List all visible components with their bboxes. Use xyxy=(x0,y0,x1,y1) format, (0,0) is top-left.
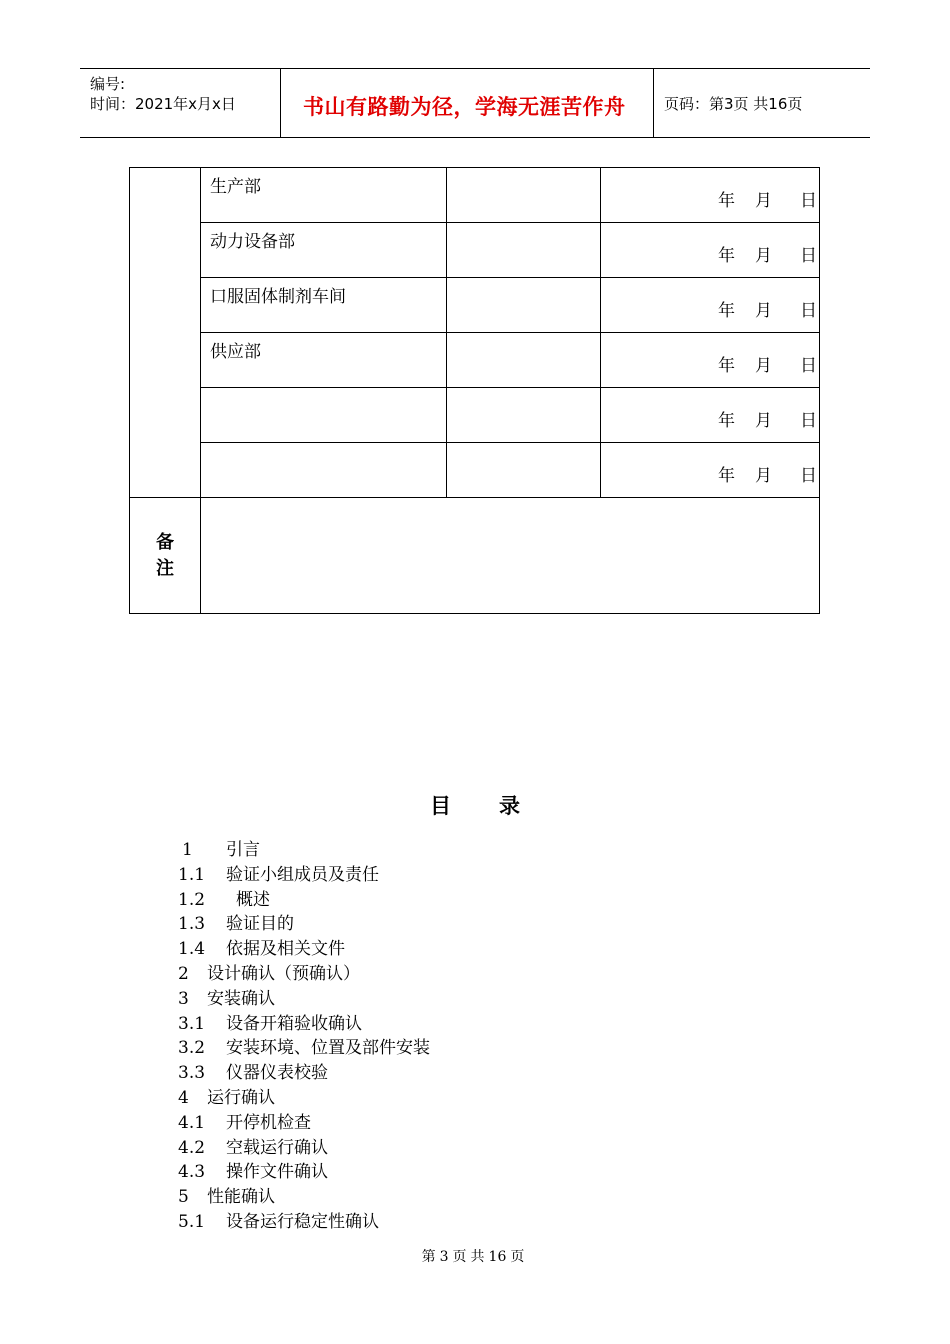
signature-cell xyxy=(447,168,601,223)
toc-item[interactable] xyxy=(178,962,430,987)
date-year: 年 xyxy=(718,191,735,211)
header-info-cell xyxy=(80,69,281,137)
remark-label-char: 注 xyxy=(156,557,174,579)
toc-item-number: 3.2 xyxy=(178,1038,206,1059)
toc-item[interactable] xyxy=(178,1111,430,1136)
toc-item-text: 安装环境、位置及部件安装 xyxy=(226,1038,430,1059)
toc-item-number: 5 xyxy=(178,1187,189,1208)
header-page-cell xyxy=(654,69,870,137)
department-cell xyxy=(201,443,447,498)
toc-item-number: 4.1 xyxy=(178,1112,206,1133)
toc-item-text: 运行确认 xyxy=(207,1087,275,1108)
footer-text: 第 xyxy=(421,1249,436,1265)
toc-item[interactable] xyxy=(178,1061,430,1086)
date-cell xyxy=(601,278,820,333)
toc-item-text: 引言 xyxy=(226,840,260,860)
toc-title xyxy=(0,790,950,820)
toc-item-text: 设计确认（预确认） xyxy=(207,963,360,984)
toc-item-text: 开停机检查 xyxy=(226,1112,311,1133)
date-cell xyxy=(601,388,820,443)
toc-item-text: 设备开箱验收确认 xyxy=(226,1013,362,1034)
date-year: 年 xyxy=(718,301,735,321)
toc-item-number: 3 xyxy=(178,988,189,1009)
toc-item-text: 仪器仪表校验 xyxy=(226,1063,328,1084)
department-cell xyxy=(201,278,447,333)
toc-item-number: 1.2 xyxy=(178,889,206,910)
date-year: 年 xyxy=(718,411,735,431)
date-day: 日 xyxy=(800,466,817,486)
table-left-blank-cell xyxy=(130,168,201,498)
toc-item[interactable] xyxy=(178,838,430,863)
header-page-label: 页码：第3页 共16页 xyxy=(664,95,803,113)
toc-item-text: 依据及相关文件 xyxy=(226,939,345,960)
toc-item[interactable] xyxy=(178,937,430,962)
toc-item[interactable] xyxy=(178,912,430,937)
remark-label-char: 备 xyxy=(156,531,174,553)
department-cell xyxy=(201,388,447,443)
date-year: 年 xyxy=(718,356,735,376)
footer-text: 页 xyxy=(510,1249,525,1265)
signature-cell xyxy=(447,223,601,278)
toc-item-text: 概述 xyxy=(236,889,270,910)
signature-cell xyxy=(447,443,601,498)
footer-text: 页 xyxy=(452,1249,467,1265)
department-name: 口服固体制剂车间 xyxy=(210,287,346,307)
document-number-label: 编号: xyxy=(90,75,126,93)
footer-text: 共 xyxy=(470,1249,485,1265)
date-cell xyxy=(601,168,820,223)
toc-item-number: 4 xyxy=(178,1087,189,1108)
toc-item[interactable] xyxy=(178,1036,430,1061)
toc-item-text: 性能确认 xyxy=(207,1187,275,1208)
toc-item[interactable] xyxy=(178,987,430,1012)
date-month: 月 xyxy=(755,411,772,431)
header-motto: 书山有路勤为径，学海无涯苦作舟 xyxy=(303,95,626,119)
toc-item[interactable] xyxy=(178,863,430,888)
date-year: 年 xyxy=(718,246,735,266)
toc-item-number: 1 xyxy=(182,840,193,860)
toc-item[interactable] xyxy=(178,1210,430,1235)
toc-item-number: 5.1 xyxy=(178,1211,206,1232)
toc-item-number: 1.1 xyxy=(178,864,206,885)
signature-cell xyxy=(447,278,601,333)
toc-item-number: 1.4 xyxy=(178,939,206,960)
date-day: 日 xyxy=(800,411,817,431)
toc-item-text: 设备运行稳定性确认 xyxy=(226,1211,379,1232)
department-cell xyxy=(201,333,447,388)
toc-item[interactable] xyxy=(178,1160,430,1185)
toc-item-number: 2 xyxy=(178,963,189,984)
date-day: 日 xyxy=(800,191,817,211)
toc-item[interactable] xyxy=(178,1012,430,1037)
date-month: 月 xyxy=(755,356,772,376)
toc-item-text: 安装确认 xyxy=(207,988,275,1009)
date-day: 日 xyxy=(800,246,817,266)
signature-cell xyxy=(447,388,601,443)
toc-item[interactable] xyxy=(178,1136,430,1161)
date-month: 月 xyxy=(755,301,772,321)
signature-table xyxy=(129,167,820,614)
date-month: 月 xyxy=(755,246,772,266)
toc-item-number: 3.3 xyxy=(178,1063,206,1084)
toc-item-number: 3.1 xyxy=(178,1013,206,1034)
toc-item[interactable] xyxy=(178,1185,430,1210)
date-year: 年 xyxy=(718,466,735,486)
toc-title-char: 录 xyxy=(499,794,520,818)
remark-label-cell xyxy=(130,498,201,614)
toc-item-number: 4.2 xyxy=(178,1137,206,1158)
department-name: 动力设备部 xyxy=(210,232,295,252)
date-month: 月 xyxy=(755,191,772,211)
date-cell xyxy=(601,223,820,278)
department-cell xyxy=(201,168,447,223)
toc-item-text: 空载运行确认 xyxy=(226,1137,328,1158)
date-day: 日 xyxy=(800,356,817,376)
toc-item-number: 1.3 xyxy=(178,914,206,935)
remark-content-cell xyxy=(201,498,820,614)
document-time-label: 时间：2021年x月x日 xyxy=(90,95,236,113)
department-name: 供应部 xyxy=(210,342,261,362)
toc-item[interactable] xyxy=(178,888,430,913)
signature-cell xyxy=(447,333,601,388)
date-day: 日 xyxy=(800,301,817,321)
page-footer xyxy=(0,1246,950,1266)
department-name: 生产部 xyxy=(210,177,261,197)
toc-item-text: 验证目的 xyxy=(226,914,294,935)
document-header xyxy=(80,68,870,138)
date-cell xyxy=(601,333,820,388)
department-cell xyxy=(201,223,447,278)
toc-item[interactable] xyxy=(178,1086,430,1111)
footer-total-pages: 16 xyxy=(488,1249,507,1265)
toc-item-text: 操作文件确认 xyxy=(226,1162,328,1183)
toc-item-number: 4.3 xyxy=(178,1162,206,1183)
toc-title-char: 目 xyxy=(430,794,451,818)
header-motto-cell xyxy=(281,69,654,137)
date-cell xyxy=(601,443,820,498)
toc-item-text: 验证小组成员及责任 xyxy=(226,864,379,885)
footer-page-number: 3 xyxy=(439,1249,449,1265)
date-month: 月 xyxy=(755,466,772,486)
toc-list xyxy=(178,838,430,1235)
